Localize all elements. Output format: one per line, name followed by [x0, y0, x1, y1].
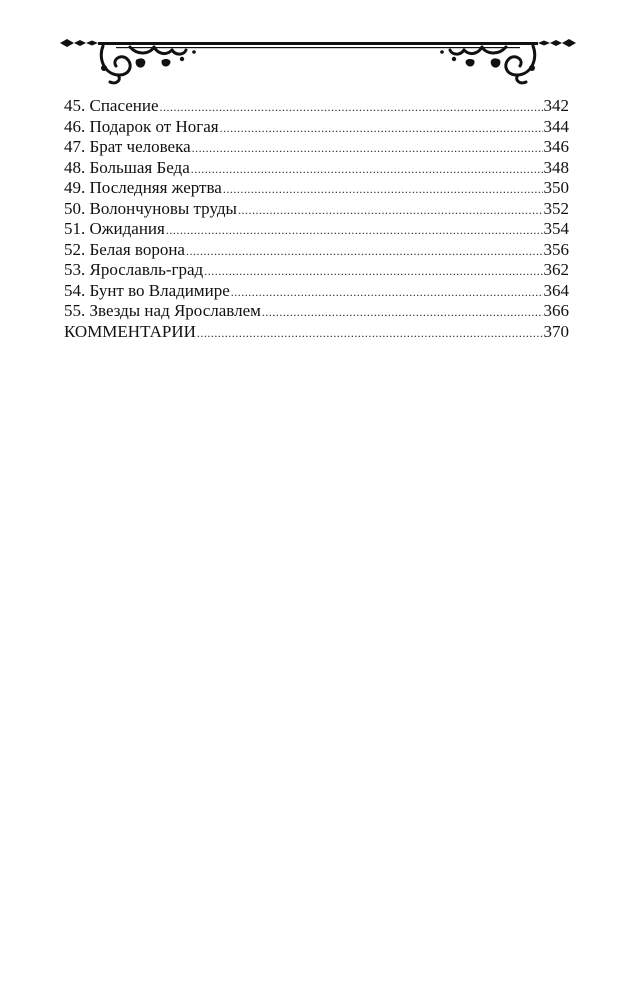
toc-entry	[64, 96, 569, 117]
dot-leader	[197, 323, 543, 344]
dot-leader	[191, 159, 543, 180]
table-of-contents	[64, 96, 569, 342]
dot-leader	[238, 200, 543, 221]
dot-leader	[186, 241, 543, 262]
toc-entry	[64, 178, 569, 199]
toc-entry	[64, 322, 569, 343]
toc-entry	[64, 158, 569, 179]
toc-entry-page: 344	[543, 116, 569, 136]
dot-leader	[231, 282, 543, 303]
toc-entry	[64, 281, 569, 302]
dot-leader	[166, 220, 543, 241]
toc-entry-title: 53. Ярославль-град	[64, 260, 204, 279]
toc-entry-title: 45. Спасение	[64, 96, 159, 115]
dot-leader	[204, 261, 542, 282]
toc-entry-page: 354	[543, 219, 569, 238]
toc-entry-page: 342	[543, 96, 569, 115]
dot-leader	[262, 302, 543, 323]
toc-entry-title: 48. Большая Беда	[64, 157, 190, 177]
dot-leader	[223, 179, 543, 200]
toc-entry	[64, 301, 569, 322]
toc-entry-page: 362	[543, 260, 569, 279]
toc-entry-title: КОММЕНТАРИИ	[64, 321, 196, 341]
dot-leader	[160, 97, 543, 118]
toc-entry-page: 346	[543, 137, 569, 156]
toc-entry-title: 47. Брат человека	[64, 137, 191, 156]
toc-entry-page: 366	[543, 301, 569, 320]
toc-entry	[64, 260, 569, 281]
toc-entry-title: 51. Ожидания	[64, 219, 165, 238]
toc-entry-title: 46. Подарок от Ногая	[64, 116, 219, 136]
toc-entry-title: 54. Бунт во Владимире	[64, 280, 230, 300]
toc-entry-title: 49. Последняя жертва	[64, 178, 222, 197]
toc-entry-title: 52. Белая ворона	[64, 239, 185, 259]
ornament-headpiece-icon	[58, 30, 578, 88]
toc-entry-title: 50. Волончуновы труды	[64, 198, 237, 218]
dot-leader	[192, 138, 543, 159]
toc-entry-page: 370	[543, 321, 569, 341]
dot-leader	[220, 118, 543, 139]
toc-entry	[64, 137, 569, 158]
toc-entry	[64, 117, 569, 138]
toc-entry-title: 55. Звезды над Ярославлем	[64, 301, 261, 320]
toc-entry-page: 352	[543, 198, 569, 218]
toc-entry-page: 350	[543, 178, 569, 197]
toc-entry-page: 348	[543, 157, 569, 177]
toc-entry-page: 356	[543, 239, 569, 259]
toc-entry	[64, 240, 569, 261]
toc-entry	[64, 219, 569, 240]
toc-entry-page: 364	[543, 280, 569, 300]
toc-entry	[64, 199, 569, 220]
